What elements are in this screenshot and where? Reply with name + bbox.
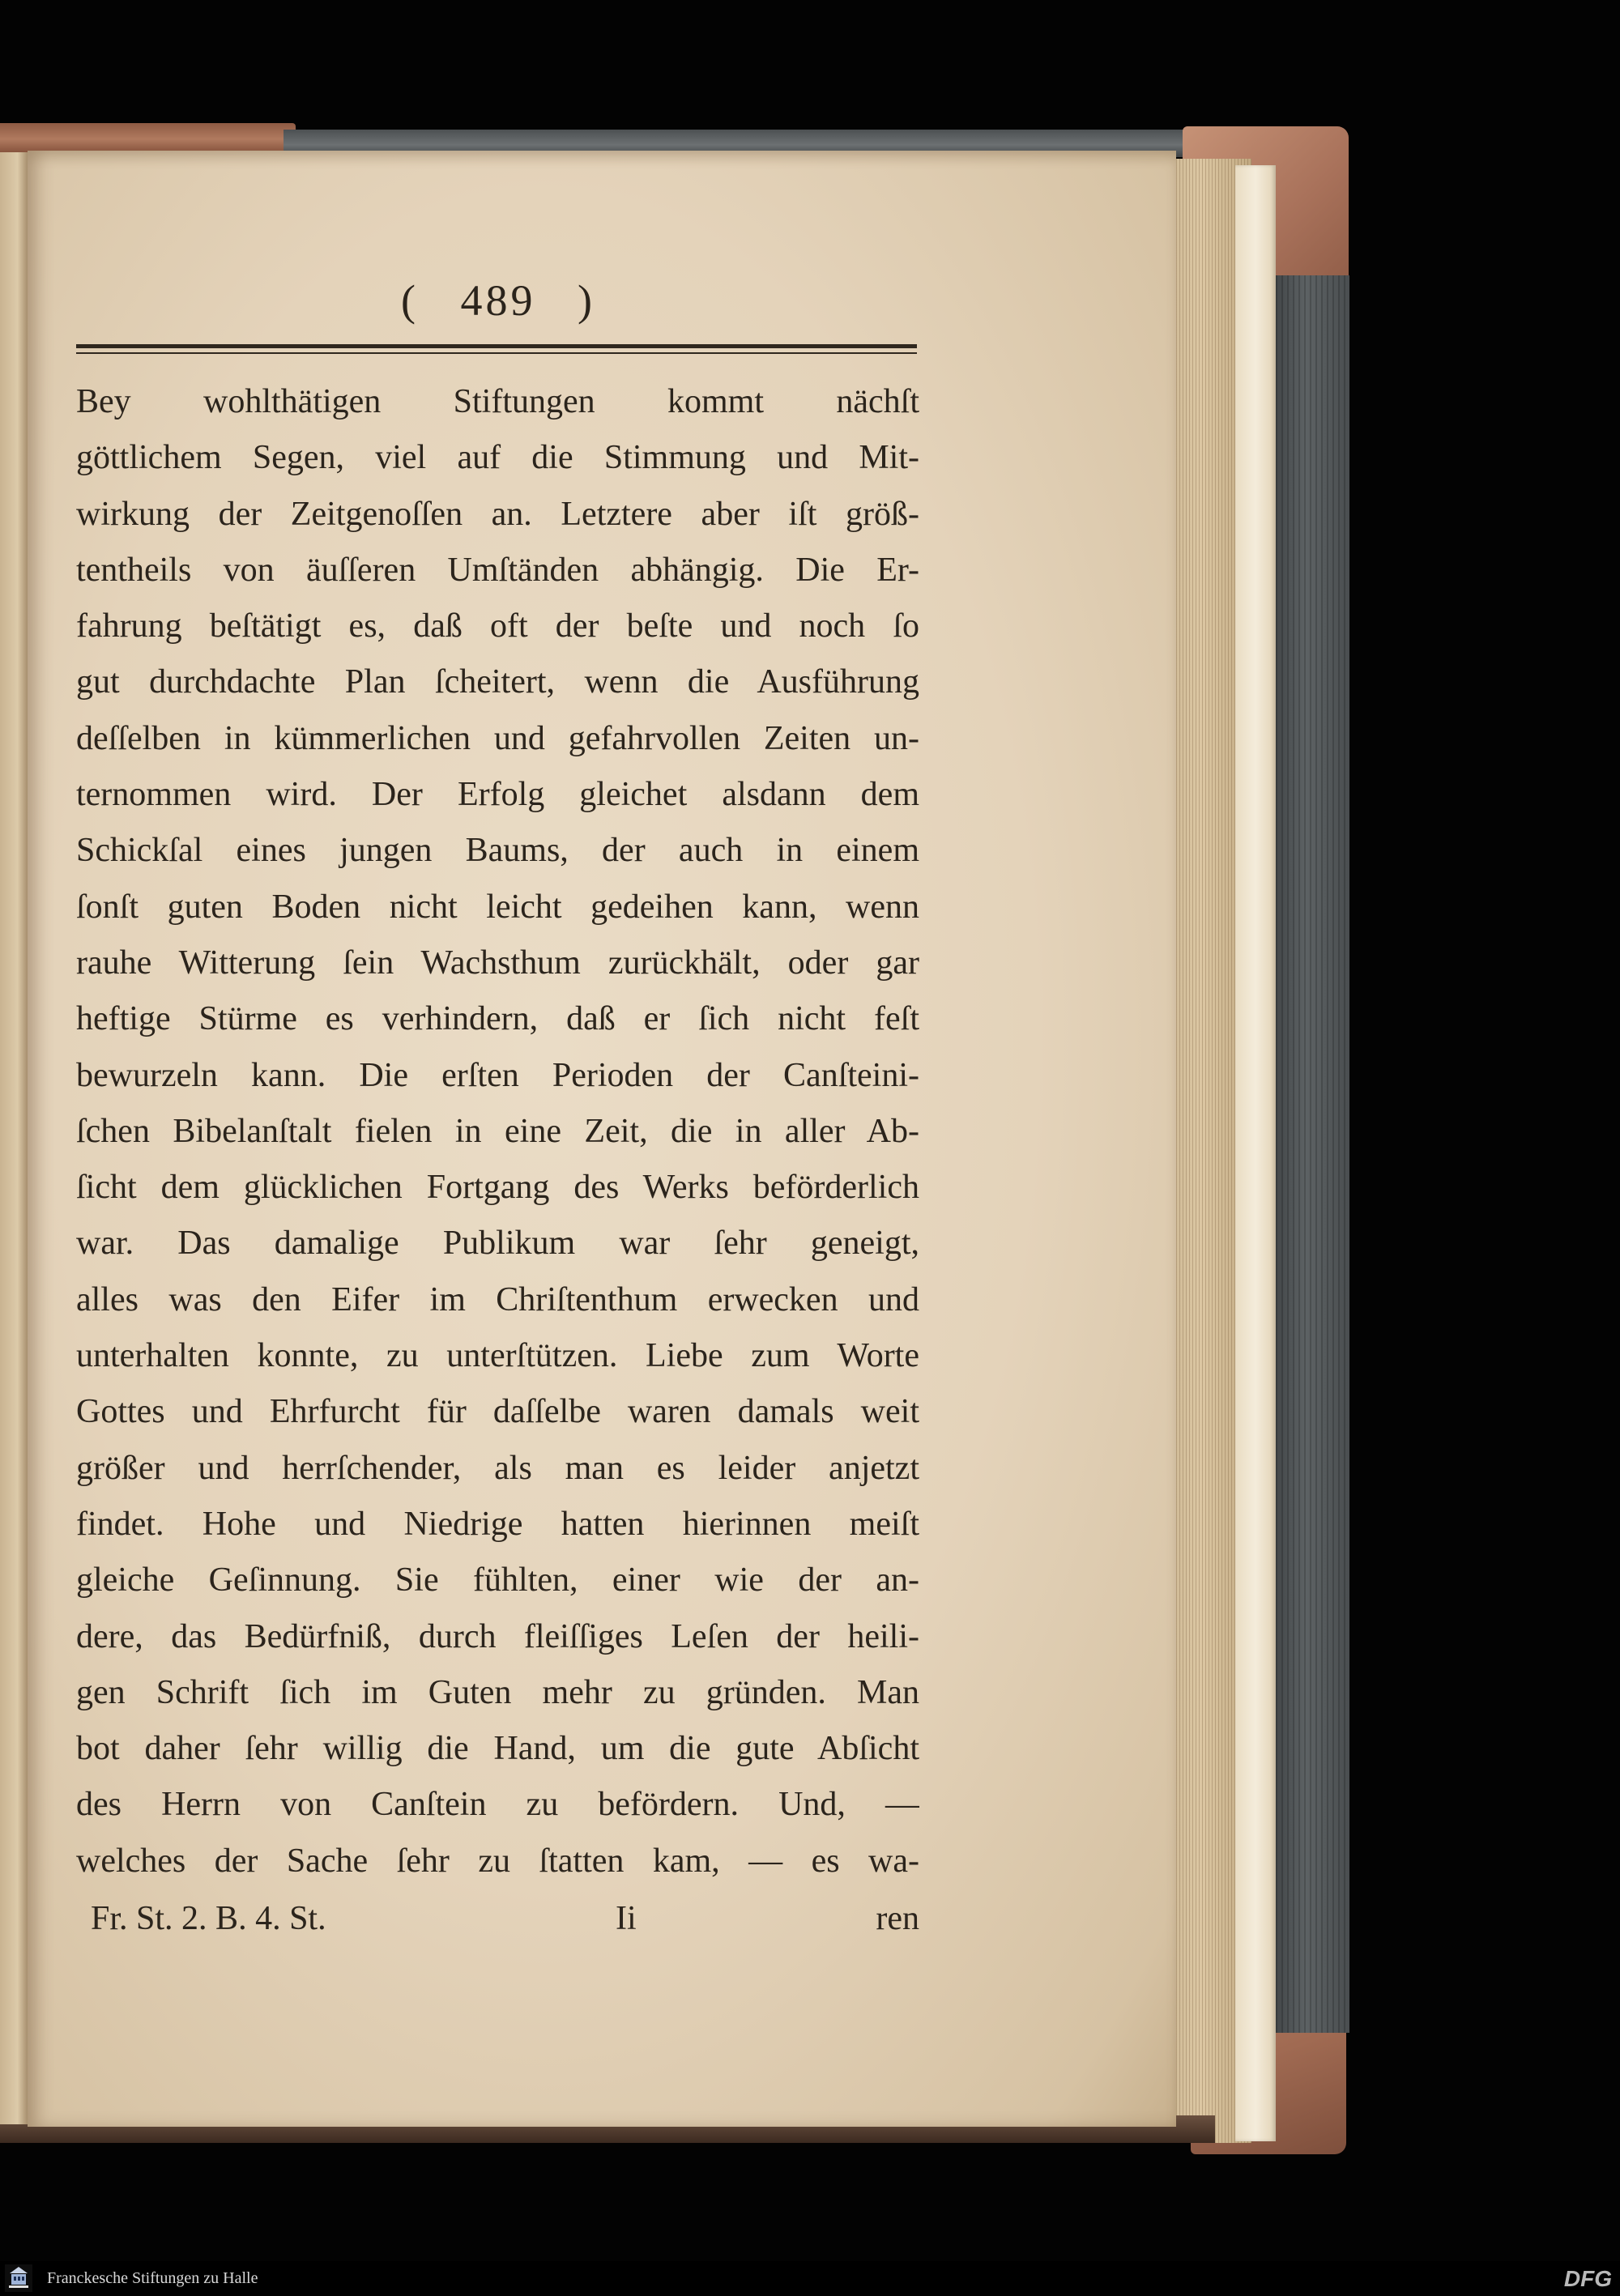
book-cover-right	[1270, 275, 1349, 2033]
text-line: ſonſt guten Boden nicht leicht gedeihen kann, wenn	[76, 888, 919, 926]
text-line: alles was den Eifer im Chriſtenthum erwecken und	[76, 1280, 919, 1318]
franckesche-stiftungen-logo-icon	[5, 2264, 32, 2292]
body-text	[76, 374, 919, 1889]
signature-line	[76, 1891, 919, 1947]
text-line: gen Schrift ſich im Guten mehr zu gründen. Man	[76, 1673, 919, 1711]
catchword: ren	[876, 1900, 919, 1937]
text-line: fahrung beſtätigt es, daß oft der beſte und noch ſo	[76, 607, 919, 645]
text-line: heftige Stürme es verhindern, daß er ſich nicht feſt	[76, 1000, 919, 1038]
archive-footer	[0, 2261, 1620, 2296]
text-line: bot daher ſehr willig die Hand, um die gute Abſicht	[76, 1730, 919, 1768]
text-line: größer und herrſchender, als man es leider anjetzt	[76, 1449, 919, 1487]
text-line: göttlichem Segen, viel auf die Stimmung und Mit-	[76, 439, 919, 477]
text-line: tentheils von äuſſeren Umſtänden abhängig. Die Er-	[76, 551, 919, 589]
header-rule	[76, 344, 917, 354]
text-line: unterhalten konnte, zu unterſtützen. Liebe zum Worte	[76, 1337, 919, 1375]
printer-signature: Fr. St. 2. B. 4. St.	[91, 1900, 326, 1937]
text-line: ternommen wird. Der Erfolg gleichet alsdann dem	[76, 776, 919, 814]
text-line: wirkung der Zeitgenoſſen an. Letztere aber iſt größ-	[76, 495, 919, 533]
text-line: ſchen Bibelanſtalt fielen in eine Zeit, die in aller Ab-	[76, 1112, 919, 1150]
page-number: ( 489 )	[401, 276, 595, 325]
facing-page-edge	[0, 152, 29, 2124]
text-line: deſſelben in kümmerlichen und gefahrvollen Zeiten un-	[76, 719, 919, 757]
institution-name: Franckesche Stiftungen zu Halle	[47, 2269, 258, 2287]
text-line: Gottes und Ehrfurcht für daſſelbe waren damals weit	[76, 1393, 919, 1431]
page-edge-highlight	[1235, 165, 1276, 2141]
text-line: findet. Hohe und Niedrige hatten hierinnen meiſt	[76, 1505, 919, 1543]
text-line: welches der Sache ſehr zu ſtatten kam, — es wa-	[76, 1842, 919, 1880]
text-line: rauhe Witterung ſein Wachsthum zurückhält, oder gar	[76, 944, 919, 982]
text-line: gut durchdachte Plan ſcheitert, wenn die Ausführung	[76, 663, 919, 701]
text-line: gleiche Geſinnung. Sie fühlten, einer wie der an-	[76, 1561, 919, 1600]
text-line: Schickſal eines jungen Baums, der auch in einem	[76, 832, 919, 870]
text-line: des Herrn von Canſtein zu befördern. Und, —	[76, 1786, 919, 1824]
text-line: dere, das Bedürfniß, durch fleiſſiges Leſen der heili-	[76, 1617, 919, 1655]
text-line: war. Das damalige Publikum war ſehr geneigt,	[76, 1225, 919, 1263]
signature-mark: Ii	[616, 1900, 637, 1937]
dfg-logo: DFG	[1563, 2266, 1612, 2291]
text-line: Bey wohlthätigen Stiftungen kommt nächſt	[76, 383, 919, 420]
text-line: bewurzeln kann. Die erſten Perioden der Canſteini-	[76, 1056, 919, 1094]
text-line: ſicht dem glücklichen Fortgang des Werks beförderlich	[76, 1169, 919, 1207]
